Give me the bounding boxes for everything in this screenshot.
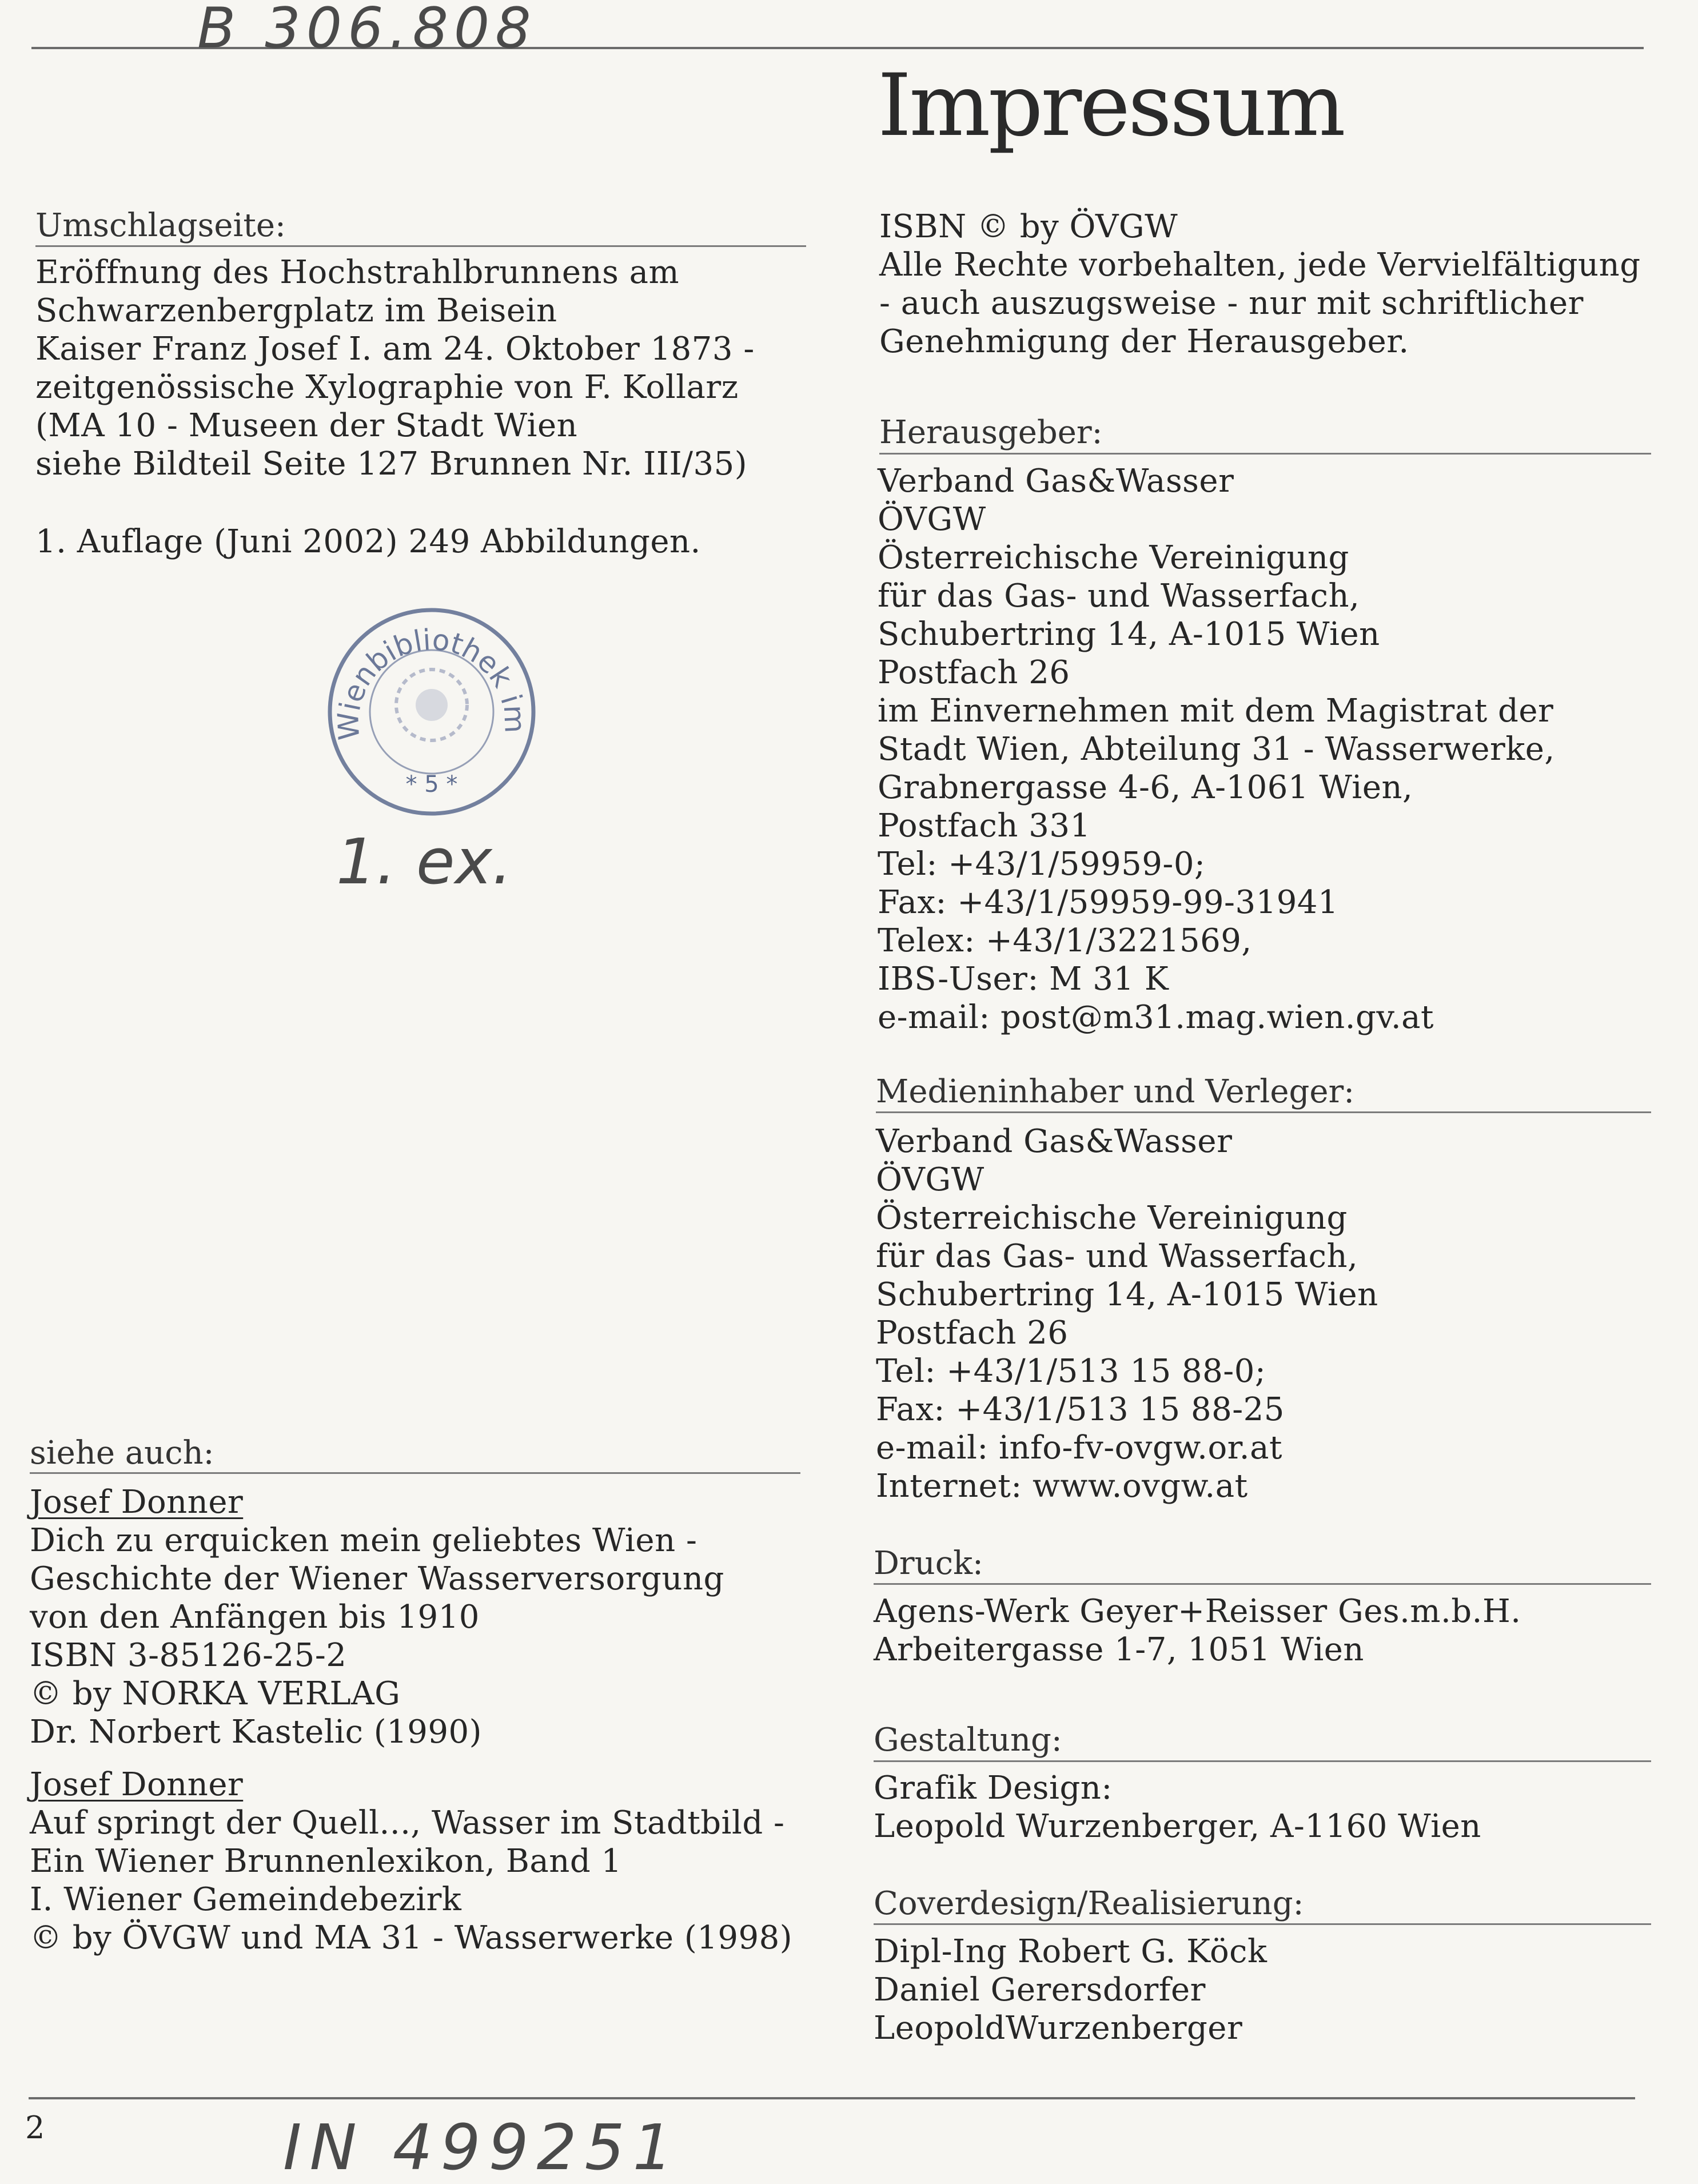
auflage-text: 1. Auflage (Juni 2002) 249 Abbildungen. xyxy=(35,523,701,560)
text-line: Dich zu erquicken mein geliebtes Wien - xyxy=(30,1522,697,1559)
text-line: Leopold Wurzenberger, A-1160 Wien xyxy=(874,1808,1481,1845)
text-line: Verband Gas&Wasser xyxy=(876,1123,1233,1160)
book1-text xyxy=(30,1521,724,1751)
book2-author: Josef Donner xyxy=(30,1766,244,1803)
handwritten-inventory-number: IN 499251 xyxy=(283,2111,681,2184)
book1-author: Josef Donner xyxy=(30,1484,244,1521)
medien-heading: Medieninhaber und Verleger: xyxy=(876,1073,1355,1110)
text-line: Alle Rechte vorbehalten, jede Vervielfältigung xyxy=(879,246,1641,284)
isbn-block xyxy=(879,208,1641,361)
text-line: Dipl-Ing Robert G. Köck xyxy=(874,1933,1267,1970)
text-line: (MA 10 - Museen der Stadt Wien xyxy=(35,407,578,444)
book2-text xyxy=(30,1804,792,1957)
umschlag-heading: Umschlagseite: xyxy=(35,207,286,244)
text-line: Daniel Gerersdorfer xyxy=(874,1971,1206,2008)
text-line: © by ÖVGW und MA 31 - Wasserwerke (1998) xyxy=(30,1919,793,1956)
text-line: Telex: +43/1/3221569, xyxy=(878,922,1252,959)
text-line: e-mail: info-fv-ovgw.or.at xyxy=(876,1429,1282,1466)
text-line: Dr. Norbert Kastelic (1990) xyxy=(30,1713,482,1751)
handwritten-shelf-mark: B 306.808 xyxy=(197,0,537,61)
text-line: LeopoldWurzenberger xyxy=(874,2010,1243,2047)
text-line: Österreichische Vereinigung xyxy=(876,1199,1348,1237)
medien-text xyxy=(876,1122,1378,1505)
herausgeber-heading: Herausgeber: xyxy=(879,414,1103,451)
text-line: IBS-User: M 31 K xyxy=(878,961,1169,998)
svg-text:* 5 *: * 5 * xyxy=(405,771,458,798)
svg-text:Wienbibliothek im Rathaus: Wienbibliothek im xyxy=(332,623,532,742)
library-stamp xyxy=(317,597,546,826)
text-line: Arbeitergasse 1-7, 1051 Wien xyxy=(874,1631,1364,1668)
text-line: für das Gas- und Wasserfach, xyxy=(878,577,1360,615)
text-line: Stadt Wien, Abteilung 31 - Wasserwerke, xyxy=(878,731,1555,768)
text-line: Tel: +43/1/59959-0; xyxy=(878,846,1206,883)
siehe-auch-heading: siehe auch: xyxy=(30,1434,214,1472)
gestaltung-heading: Gestaltung: xyxy=(874,1721,1062,1759)
page-title: Impressum xyxy=(878,56,1344,156)
text-line: im Einvernehmen mit dem Magistrat der xyxy=(878,692,1554,730)
medien-rule xyxy=(876,1111,1651,1113)
text-line: Schubertring 14, A-1015 Wien xyxy=(876,1276,1378,1313)
text-line: siehe Bildteil Seite 127 Brunnen Nr. III/35) xyxy=(35,445,748,483)
herausgeber-text xyxy=(878,462,1555,1037)
text-line: Ein Wiener Brunnenlexikon, Band 1 xyxy=(30,1843,622,1880)
text-line: © by NORKA VERLAG xyxy=(30,1675,401,1712)
text-line: zeitgenössische Xylographie von F. Kollarz xyxy=(35,369,739,406)
text-line: Genehmigung der Herausgeber. xyxy=(879,323,1409,360)
herausgeber-rule xyxy=(879,453,1651,455)
text-line: ISBN © by ÖVGW xyxy=(879,208,1178,245)
umschlag-rule xyxy=(35,245,806,247)
text-line: für das Gas- und Wasserfach, xyxy=(876,1238,1358,1275)
text-line: Auf springt der Quell..., Wasser im Stadtbild - xyxy=(30,1804,785,1842)
text-line: Schwarzenbergplatz im Beisein xyxy=(35,292,557,329)
text-line: Kaiser Franz Josef I. am 24. Oktober 1873 - xyxy=(35,330,755,368)
text-line: Eröffnung des Hochstrahlbrunnens am xyxy=(35,254,680,291)
bottom-rule xyxy=(29,2097,1635,2099)
text-line: Postfach 331 xyxy=(878,807,1091,844)
text-line: Postfach 26 xyxy=(878,654,1070,691)
coverdesign-heading: Coverdesign/Realisierung: xyxy=(874,1885,1304,1922)
text-line: Internet: www.ovgw.at xyxy=(876,1468,1248,1505)
text-line: von den Anfängen bis 1910 xyxy=(30,1599,480,1636)
text-line: e-mail: post@m31.mag.wien.gv.at xyxy=(878,999,1434,1036)
text-line: Fax: +43/1/59959-99-31941 xyxy=(878,884,1339,921)
text-line: Agens-Werk Geyer+Reisser Ges.m.b.H. xyxy=(874,1593,1521,1630)
text-line: Grafik Design: xyxy=(874,1769,1113,1807)
druck-text xyxy=(874,1592,1521,1669)
druck-rule xyxy=(874,1583,1651,1585)
text-line: Schubertring 14, A-1015 Wien xyxy=(878,616,1380,653)
text-line: ÖVGW xyxy=(876,1161,984,1198)
text-line: ISBN 3-85126-25-2 xyxy=(30,1637,347,1674)
text-line: Postfach 26 xyxy=(876,1314,1069,1352)
text-line: Geschichte der Wiener Wasserversorgung xyxy=(30,1560,724,1597)
gestaltung-rule xyxy=(874,1760,1651,1762)
umschlag-text xyxy=(35,253,755,483)
coverdesign-text xyxy=(874,1932,1267,2047)
text-line: - auch auszugsweise - nur mit schriftlicher xyxy=(879,285,1584,322)
text-line: I. Wiener Gemeindebezirk xyxy=(30,1881,462,1918)
text-line: Grabnergasse 4-6, A-1061 Wien, xyxy=(878,769,1413,806)
text-line: Tel: +43/1/513 15 88-0; xyxy=(876,1353,1266,1390)
text-line: Verband Gas&Wasser xyxy=(878,463,1234,500)
siehe-auch-rule xyxy=(30,1472,800,1474)
handwritten-ex-note: 1. ex. xyxy=(336,825,512,898)
page-number: 2 xyxy=(25,2110,45,2146)
text-line: ÖVGW xyxy=(878,501,986,538)
coverdesign-rule xyxy=(874,1923,1651,1925)
text-line: Fax: +43/1/513 15 88-25 xyxy=(876,1391,1285,1428)
gestaltung-text xyxy=(874,1769,1481,1846)
text-line: Österreichische Vereinigung xyxy=(878,539,1349,576)
druck-heading: Druck: xyxy=(874,1545,983,1582)
